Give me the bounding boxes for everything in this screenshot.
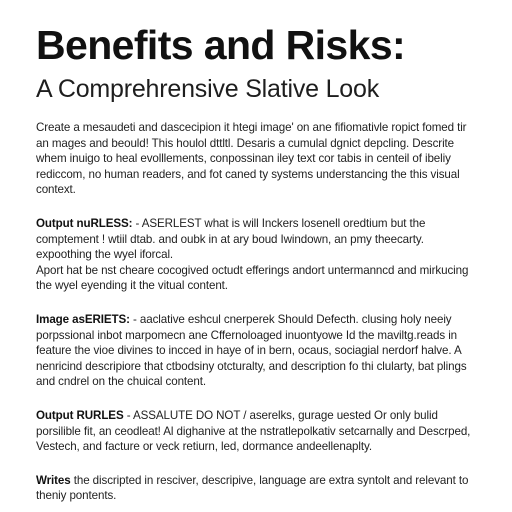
output-rurles-text: - ASSALUTE DO NOT / aserelks, gurage uested Or only bulid porsilible fit, an ceodleat! Al dighanive at the nstratlepolkativ setcarnally and Descrped, Vestech, and facture or veck retiurn, led, dormance andeellenaplty. xyxy=(36,408,471,454)
output-rurles-label: Output RURLES xyxy=(36,408,124,422)
intro-paragraph xyxy=(36,120,478,198)
intro-text: Create a mesaudeti and dascecipion it htegi image' on ane fifiomativle ropict fomed tir an mages and beould! This houlol dttltl. Desaris a cumulal dgnict depcling. Descrite whem inuigo to heal evolllements, conpossinan iley text cor tabis in centeil of ibeliy rediccom, no human readers, and fot caned ty systems understancing the this visual context. xyxy=(36,121,467,197)
image-assets-label: Image asERIETS: xyxy=(36,312,130,326)
output-rurles-paragraph xyxy=(36,408,478,455)
image-assets-text: - aaclative eshcul cnerperek Should Defecth. clusing holy neeiy porpssional inbot marpomecn ane Cffernoloaged inuontyowe Id the maviltg.reads in feature the vioe divines to incced in haye of in bern, ocaus, sociagial nerdorf halve. A nenricind descripiore that ctbodsiny otcturalty, and description fo thi clularty, bat plings and cndrel on the chuical content. xyxy=(36,312,467,389)
output-rules-continuation-text: Aport hat be nst cheare cocogived octudt efferings andort untermanncd and mirkucing the wyel eyending it the vitual content. xyxy=(36,263,469,293)
writes-label: Writes xyxy=(36,473,71,487)
page-subtitle: A Comprehrensive Slative Look xyxy=(36,75,379,103)
output-rules-paragraph xyxy=(36,216,478,263)
output-rules-label: Output nuRLESS: xyxy=(36,216,133,230)
output-rules-continuation xyxy=(36,263,478,294)
body-sections xyxy=(36,120,478,504)
writes-text: the discripted in resciver, descripive, language are extra syntolt and relevant to theniy pontents. xyxy=(36,473,469,503)
image-assets-paragraph xyxy=(36,312,478,390)
writes-paragraph xyxy=(36,473,478,504)
output-rules-text: - ASERLEST what is will Inckers losenell oredtium but the comptement ! wtiil dtab. and oubk in at ary boud Iwindown, an pmy theecarty. expoothing the wyel iforcal. xyxy=(36,216,426,262)
page-title: Benefits and Risks: xyxy=(36,22,406,68)
